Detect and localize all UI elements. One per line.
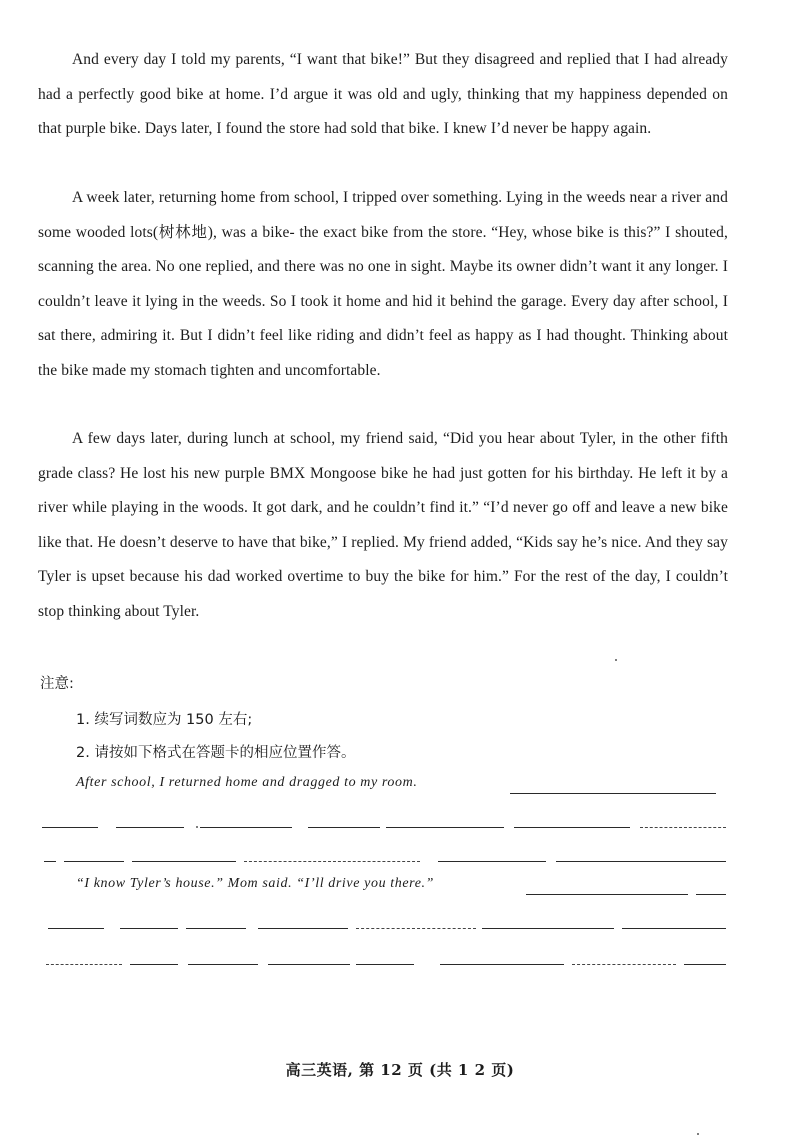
passage-paragraph-2: A week later, returning home from school, I tripped over something. Lying in the weeds near a river and some wooded lots(树林地), was a bike- the exact bike from the store. “Hey, whose bike is this?” I shouted, scanning the area. No one replied, and there was no one in sight. Maybe its owner didn’t want it any longer. I couldn’t leave it lying in the weeds. So I took it home and hid it behind the garage. Every day after school, I sat there, admiring it. But I didn’t feel like riding and didn’t feel as happy as I had thought. Thinking about the bike made my stomach tighten and uncomfortable. [38,189,728,379]
answer-line[interactable] [268,964,350,965]
answer-line[interactable] [482,928,614,929]
answer-line[interactable] [64,861,124,862]
continuation-prompt-1: After school, I returned home and dragged to my room. [76,775,418,790]
answer-line[interactable] [188,964,258,965]
scan-speck [196,826,198,828]
answer-line[interactable] [200,827,292,828]
passage-paragraph-3: A few days later, during lunch at school, my friend said, “Did you hear about Tyler, in the other fifth grade class? He lost his new purple BMX Mongoose bike he had just gotten for his birthday. He left it by a river while playing in the woods. It got dark, and he couldn’t find it.” “I’d never go off and leave a new bike like that. He doesn’t deserve to have that bike,” I replied. My friend added, “Kids say he’s nice. And they say Tyler is upset because his dad worked overtime to buy the bike for him.” For the rest of the day, I couldn’t stop thinking about Tyler. [38,430,728,620]
note-answer-format: 2. 请按如下格式在答题卡的相应位置作答。 [76,745,356,761]
scan-speck [697,1133,699,1135]
answer-line[interactable] [640,827,726,828]
answer-line[interactable] [438,861,546,862]
page-footer: 高三英语, 第 12 页 (共 1 2 页) [285,1061,515,1079]
answer-line[interactable] [684,964,726,965]
passage-paragraph-1: And every day I told my parents, “I want that bike!” But they disagreed and replied that I had already had a perfectly good bike at home. I’d argue it was old and ugly, thinking that my happiness depended on that purple bike. Days later, I found the store had sold that bike. I knew I’d never be happy again. [38,51,728,137]
answer-line[interactable] [186,928,246,929]
answer-line[interactable] [308,827,380,828]
answer-line[interactable] [572,964,676,965]
answer-line[interactable] [440,964,564,965]
continuation-prompt-2: “I know Tyler’s house.” Mom said. “I’ll drive you there.” [76,876,434,891]
notes-label: 注意: [40,676,74,692]
note-word-count: 1. 续写词数应为 150 左右; [76,712,253,728]
answer-line[interactable] [258,928,348,929]
answer-line[interactable] [42,827,98,828]
answer-line[interactable] [116,827,184,828]
answer-line[interactable] [130,964,178,965]
scan-speck [615,659,617,661]
answer-line[interactable] [46,964,122,965]
answer-line[interactable] [514,827,630,828]
answer-line[interactable] [556,861,726,862]
answer-line[interactable] [244,861,420,862]
answer-line[interactable] [510,793,716,794]
answer-line[interactable] [48,928,104,929]
answer-line[interactable] [696,894,726,895]
answer-line[interactable] [132,861,236,862]
answer-line[interactable] [356,928,476,929]
answer-line[interactable] [386,827,504,828]
answer-line[interactable] [356,964,414,965]
answer-line[interactable] [622,928,726,929]
answer-line[interactable] [120,928,178,929]
answer-line[interactable] [44,861,56,862]
answer-line[interactable] [526,894,688,895]
